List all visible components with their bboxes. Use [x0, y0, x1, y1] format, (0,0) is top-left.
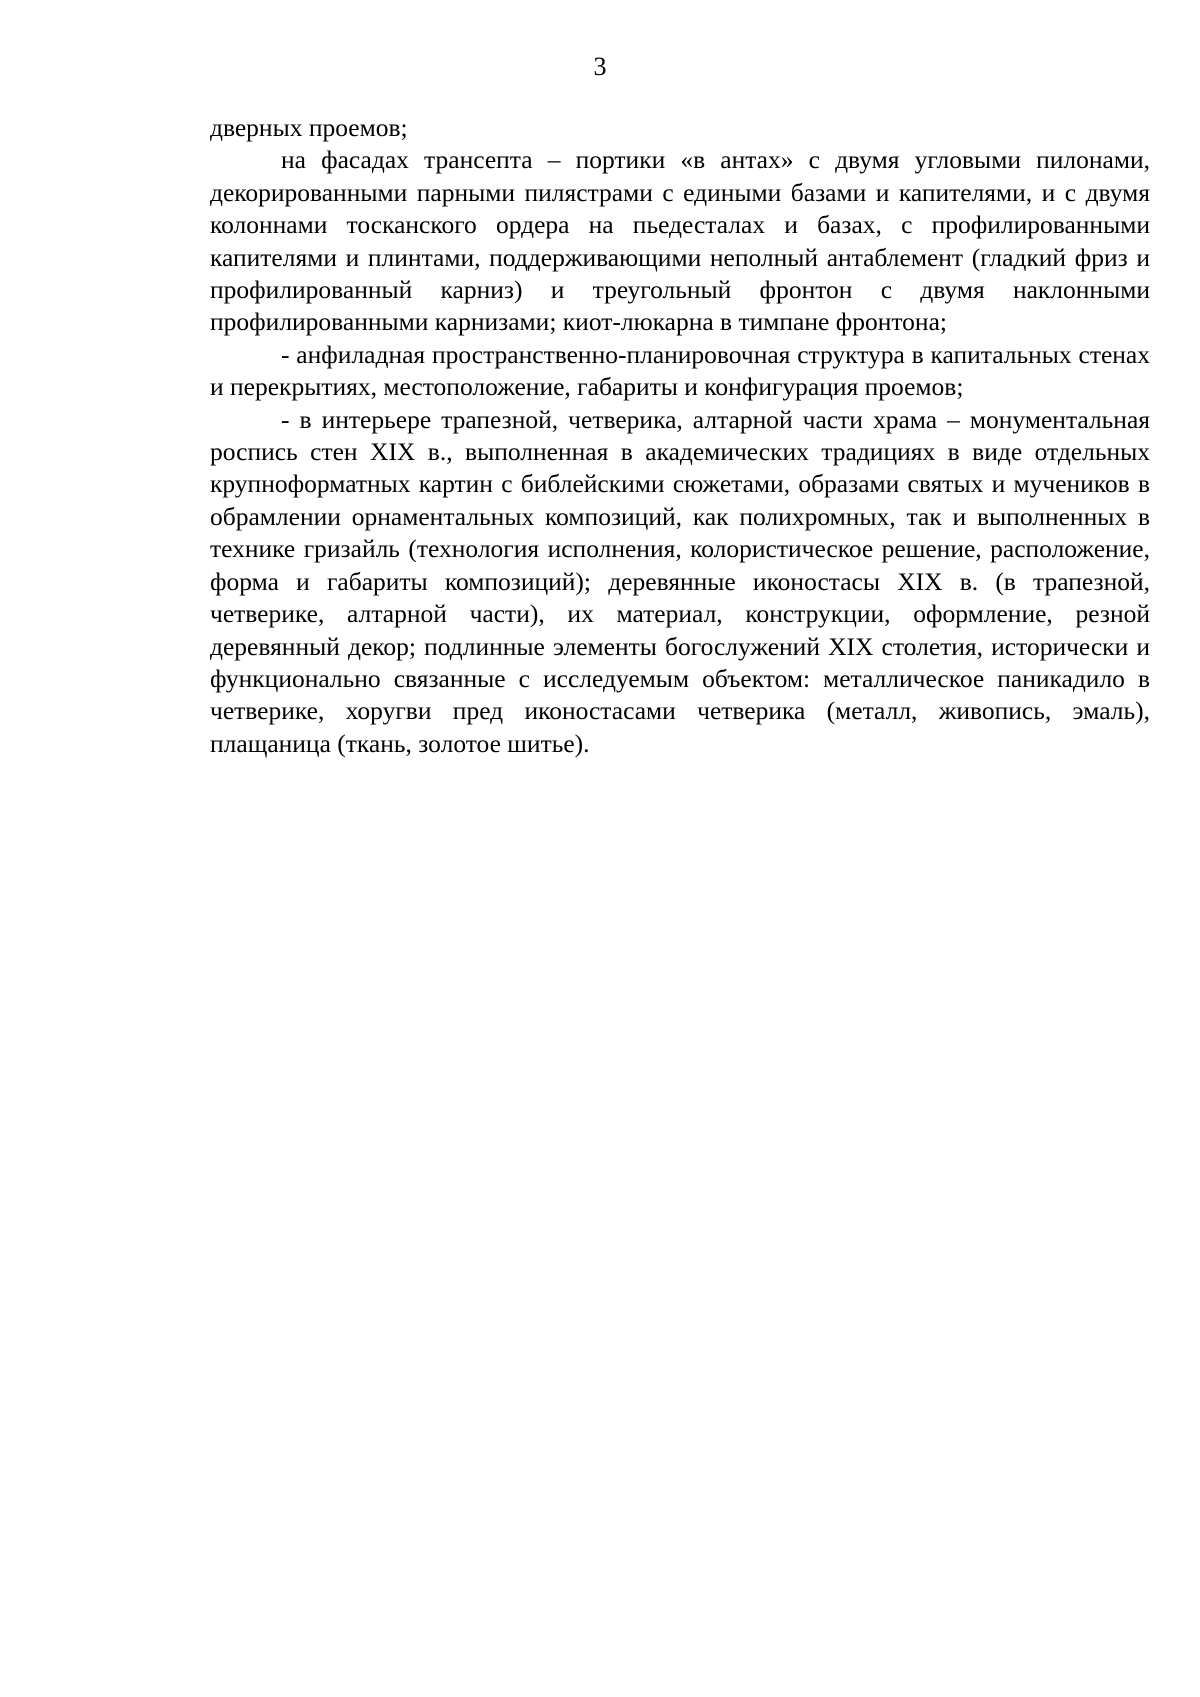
paragraph-enfilade-structure: - анфиладная пространственно-планировочная структура в капитальных стенах и перекрытиях, местоположение, габариты и конфигурация проемов;: [210, 339, 1150, 402]
paragraph-continuation: дверных проемов;: [210, 113, 408, 142]
paragraph-interior: - в интерьере трапезной, четверика, алтарной части храма – монументальная роспись стен XIX в., выполненная в академических традициях в виде отдельных крупноформатных картин с библейскими сюжетами, образами святых и мучеников в обрамлении орнаментальных композиций, как полихромных, так и выполненных в технике гризайль (технология исполнения, колористическое решение, расположение, форма и габариты композиций); деревянные иконостасы XIX в. (в трапезной, четверике, алтарной части), их материал, конструкции, оформление, резной деревянный декор; подлинные элементы богослужений XIX столетия, исторически и функционально связанные с исследуемым объектом: металлическое паникадило в четверике, хоругви пред иконостасами четверика (металл, живопись, эмаль), плащаница (ткань, золотое шитье).: [210, 404, 1150, 758]
paragraph-transept-facades: на фасадах трансепта – портики «в антах» с двумя угловыми пилонами, декорированными парными пилястрами с едиными базами и капителями, и с двумя колоннами тосканского ордера на пьедесталах и базах, с профилированными капителями и плинтами, поддерживающими неполный антаблемент (гладкий фриз и профилированный карниз) и треугольный фронтон с двумя наклонными профилированными карнизами; киот-люкарна в тимпане фронтона;: [210, 145, 1150, 337]
document-body: [210, 112, 1150, 760]
page-number: 3: [593, 52, 607, 81]
